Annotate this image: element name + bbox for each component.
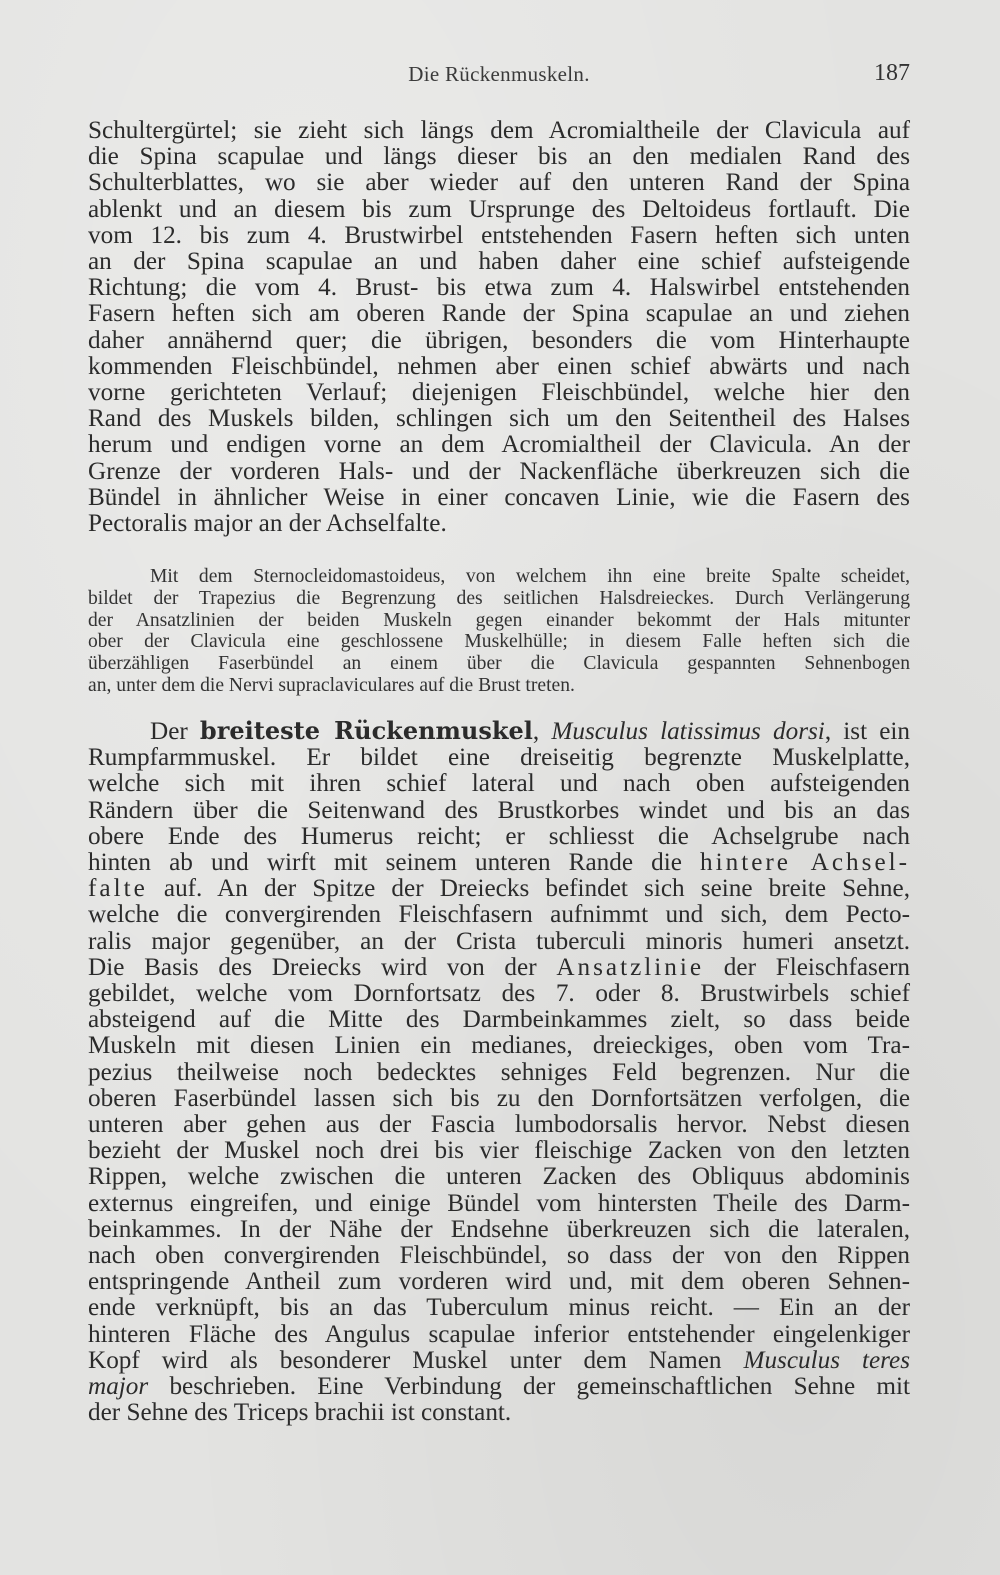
page-number: 187 — [874, 60, 910, 86]
term-spaced: hintere Achsel- — [700, 849, 911, 877]
text-line — [88, 1374, 910, 1400]
text-line: hinteren Fläche des Angulus scapulae inferior entstehender eingelenkiger — [88, 1320, 910, 1348]
text-run: beschrieben. Eine Verbindung der gemeinschaftlichen Sehne mit — [148, 1373, 910, 1401]
text-line: ende verknüpft, bis an das Tuberculum minus reicht. — Ein an der — [88, 1294, 910, 1322]
running-title: Die Rückenmuskeln. — [408, 62, 590, 86]
text-line: Rand des Muskels bilden, schlingen sich um den Seitentheil des Halses — [88, 405, 910, 433]
small-text-line: Mit dem Sternocleidomastoideus, von welchem ihn eine breite Spalte scheidet, — [150, 566, 910, 587]
text-line: Rippen, welche zwischen die unteren Zacken des Obliquus abdominis — [88, 1163, 910, 1191]
paragraph-latissimus — [88, 718, 910, 1426]
text-line: Grenze der vorderen Hals- und der Nackenfläche überkreuzen sich die — [88, 457, 910, 485]
text-line: pezius theilweise noch bedecktes sehniges Feld begrenzen. Nur die — [88, 1058, 910, 1086]
text-line: gebildet, welche vom Dornfortsatz des 7. oder 8. Brustwirbels schief — [88, 980, 910, 1008]
text-line: absteigend auf die Mitte des Darmbeinkammes zielt, so dass beide — [88, 1006, 910, 1034]
text-line: beinkammes. In der Nähe der Endsehne überkreuzen sich die lateralen, — [88, 1215, 910, 1243]
small-text-line: bildet der Trapezius die Begrenzung des seitlichen Halsdreieckes. Durch Verlängerung — [88, 587, 910, 609]
text-line: Muskeln mit diesen Linien ein medianes, dreieckiges, oben vom Tra- — [88, 1032, 910, 1060]
running-head — [88, 62, 910, 96]
small-text-line: ober der Clavicula eine geschlossene Muskelhülle; in diesem Falle heften sich die — [88, 631, 910, 653]
small-text-line: an, unter dem die Nervi supraclaviculares auf die Brust treten. — [88, 674, 575, 696]
text-line: obere Ende des Humerus reicht; er schliesst die Achselgrube nach — [88, 822, 910, 850]
text-line: Richtung; die vom 4. Brust- bis etwa zum 4. Halswirbel entstehenden — [88, 274, 910, 302]
text-line-heading — [88, 718, 910, 745]
text-run: Kopf wird als besonderer Muskel unter dem Namen — [88, 1346, 744, 1374]
term-spaced: falte — [88, 875, 148, 903]
text-line — [88, 1348, 910, 1374]
text-line: Schultergürtel; sie zieht sich längs dem Acromialtheile der Clavicula auf — [88, 117, 910, 144]
term-italic: Musculus latissimus dorsi — [551, 718, 825, 745]
text-run: hinten ab und wirft mit seinem unteren Rande die — [88, 849, 701, 877]
term-spaced: Ansatzlinie — [556, 953, 705, 981]
small-print-note — [88, 566, 910, 697]
text-line: Bündel in ähnlicher Weise in einer concaven Linie, wie die Fasern des — [88, 483, 910, 511]
text-line: Rändern über die Seitenwand des Brustkorbes windet und bis an das — [88, 796, 910, 824]
text-line: an der Spina scapulae an und haben daher eine schief aufsteigende — [88, 248, 910, 276]
text-line: ralis major gegenüber, an der Crista tuberculi minoris humeri ansetzt. — [88, 927, 910, 955]
text-line: ablenkt und an diesem bis zum Ursprunge des Deltoideus fortlauft. Die — [88, 195, 910, 223]
text-line: externus eingreifen, und einige Bündel vom hintersten Theile des Darm- — [88, 1189, 910, 1217]
text-line — [88, 955, 910, 981]
text-line: welche die convergirenden Fleischfasern aufnimmt und sich, dem Pecto- — [88, 901, 910, 929]
text-line: entspringende Antheil zum vorderen wird und, mit dem oberen Sehnen- — [88, 1268, 910, 1296]
text-run: auf. An der Spitze der Dreiecks befindet sich seine breite Sehne, — [147, 875, 910, 903]
text-line: Rumpfarmmuskel. Er bildet eine dreiseitig begrenzte Muskelplatte, — [88, 744, 910, 772]
text-line: der Sehne des Triceps brachii ist constant. — [88, 1399, 512, 1427]
text-line — [88, 876, 910, 902]
text-line: Schulterblattes, wo sie aber wieder auf den unteren Rand der Spina — [88, 169, 910, 197]
text-run: Die Basis des Dreiecks wird von der — [88, 953, 557, 981]
text-line: bezieht der Muskel noch drei bis vier fleischige Zacken von den letzten — [88, 1137, 910, 1165]
small-text-line: überzähligen Faserbündel an einem über die Clavicula gespannten Sehnenbogen — [88, 653, 910, 675]
text-run: Der — [150, 718, 200, 745]
text-line: kommenden Fleischbündel, nehmen aber einen schief abwärts und nach — [88, 352, 910, 380]
text-line: Fasern heften sich am oberen Rande der Spina scapulae an und ziehen — [88, 300, 910, 328]
text-line: welche sich mit ihren schief lateral und nach oben aufsteigenden — [88, 770, 910, 798]
term-italic: Musculus teres — [743, 1346, 910, 1374]
text-run: , — [532, 718, 552, 745]
text-line: Pectoralis major an der Achselfalte. — [88, 510, 447, 538]
text-line: vom 12. bis zum 4. Brustwirbel entstehenden Fasern heften sich unten — [88, 221, 910, 249]
small-text-line: der Ansatzlinien der beiden Muskeln gegen einander bekommt der Hals mitunter — [88, 609, 910, 631]
text-line: daher annähernd quer; die übrigen, besonders die vom Hinterhaupte — [88, 326, 910, 354]
text-line: vorne gerichteten Verlauf; diejenigen Fleischbündel, welche hier den — [88, 379, 910, 407]
text-line — [88, 850, 910, 876]
text-run: der Fleischfasern — [704, 953, 910, 981]
text-line: oberen Faserbündel lassen sich bis zu den Dornfortsätzen verfolgen, die — [88, 1084, 910, 1112]
text-line: herum und endigen vorne an dem Acromialtheil der Clavicula. An der — [88, 431, 910, 459]
text-line: die Spina scapulae und längs dieser bis an den medialen Rand des — [88, 143, 910, 171]
term-bold: breiteste Rückenmuskel — [199, 716, 533, 745]
term-italic: major — [88, 1373, 149, 1401]
text-run: , ist ein — [824, 718, 910, 745]
text-line: nach oben convergirenden Fleischbündel, so dass der von den Rippen — [88, 1242, 910, 1270]
text-line: unteren aber gehen aus der Fascia lumbodorsalis hervor. Nebst diesen — [88, 1111, 910, 1139]
paragraph-trapezius — [88, 118, 910, 537]
